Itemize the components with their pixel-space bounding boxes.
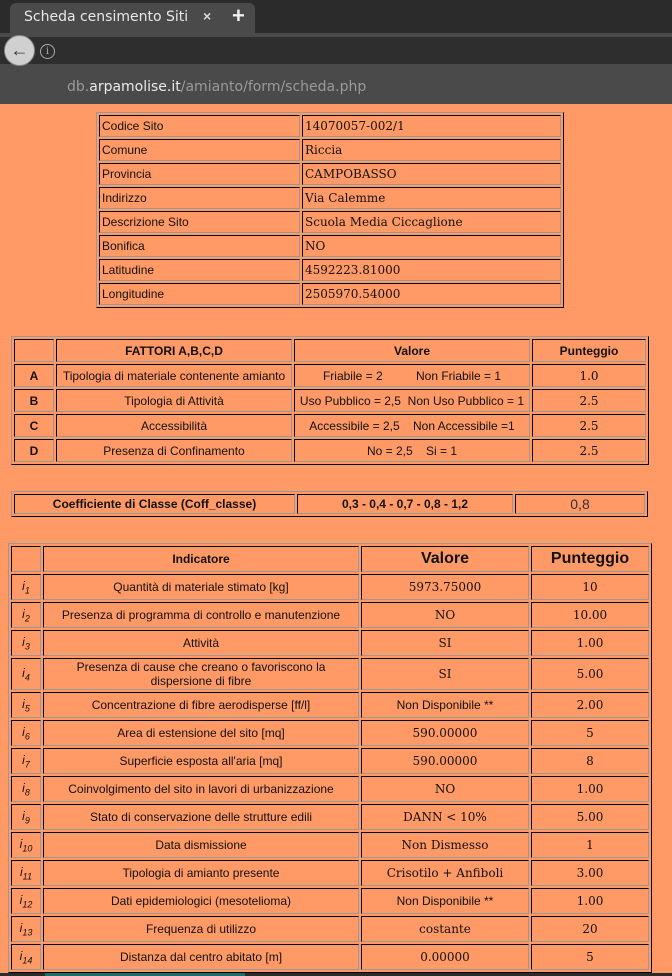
- indicator-row: [11, 776, 649, 802]
- factors-header-blank: [14, 339, 54, 362]
- indicator-row: [11, 916, 649, 942]
- site-value: Via Calemme: [302, 187, 561, 209]
- indicator-index-number: 14: [22, 955, 33, 966]
- indicator-score: 5: [531, 944, 649, 970]
- site-value: Riccia: [302, 139, 561, 161]
- factor-name: Tipologia di Attività: [56, 389, 292, 412]
- factor-name: Presenza di Confinamento: [56, 439, 292, 462]
- factor-value: Uso Pubblico = 2,5 Non Uso Pubblico = 1: [294, 389, 530, 412]
- indicator-index: [11, 804, 41, 830]
- site-value: CAMPOBASSO: [302, 163, 561, 185]
- indicator-row: [11, 860, 649, 886]
- indicator-index-letter: i: [22, 665, 25, 680]
- indicator-index: [11, 832, 41, 858]
- indicator-label: Data dismissione: [43, 832, 359, 858]
- factors-table: [11, 336, 649, 465]
- indicator-index: [11, 658, 41, 690]
- tab-title: Scheda censimento Siti: [24, 9, 189, 25]
- indicator-index-number: 4: [24, 672, 30, 683]
- indicator-label: Presenza di cause che creano o favoriscono la dispersione di fibre: [43, 658, 359, 690]
- site-value: 14070057-002/1: [302, 115, 561, 137]
- factor-row: [14, 389, 646, 412]
- indicator-value: 590.00000: [361, 720, 529, 746]
- indicator-index: [11, 720, 41, 746]
- site-value: Scuola Media Ciccaglione: [302, 211, 561, 233]
- indicator-value: 0.00000: [361, 944, 529, 970]
- indicator-index-number: 3: [24, 641, 30, 652]
- indicator-value: DANN < 10%: [361, 804, 529, 830]
- url-host: arpamolise.it: [89, 79, 181, 95]
- factors-header-score: Punteggio: [532, 339, 646, 362]
- site-row: [99, 283, 561, 305]
- indicator-score: 5: [531, 720, 649, 746]
- indicator-row: [11, 602, 649, 628]
- indicator-label: Concentrazione di fibre aerodisperse [ff/l]: [43, 692, 359, 718]
- indicator-index: [11, 860, 41, 886]
- url-prefix: db.: [67, 79, 90, 95]
- indicator-index-letter: i: [19, 948, 23, 963]
- factor-name: Tipologia di materiale contenente amianto: [56, 364, 292, 387]
- site-row: [99, 211, 561, 233]
- indicator-index-number: 12: [22, 899, 33, 910]
- indicator-index-number: 8: [24, 787, 30, 798]
- site-row: [99, 187, 561, 209]
- indicator-index-number: 2: [24, 613, 30, 624]
- indicator-score: 5.00: [531, 804, 649, 830]
- browser-chrome: [0, 0, 672, 104]
- site-label: Codice Sito: [99, 115, 300, 137]
- indicator-score: 3.00: [531, 860, 649, 886]
- indicator-score: 8: [531, 748, 649, 774]
- indicator-value: Crisotilo + Anfiboli: [361, 860, 529, 886]
- indicator-row: [11, 944, 649, 970]
- indicator-label: Attività: [43, 630, 359, 656]
- indicator-score: 20: [531, 916, 649, 942]
- factors-header-value: Valore: [294, 339, 530, 362]
- factor-score: 2.5: [532, 389, 646, 412]
- indicators-header-row: [11, 546, 649, 572]
- indicator-index-letter: i: [22, 578, 25, 593]
- indicator-index-number: 10: [22, 843, 33, 854]
- indicator-score: 10: [531, 574, 649, 600]
- factors-header-factor: FATTORI A,B,C,D: [56, 339, 292, 362]
- indicator-value: Non Disponibile **: [361, 692, 529, 718]
- indicator-label: Frequenza di utilizzo: [43, 916, 359, 942]
- factor-key: D: [14, 439, 54, 462]
- indicators-header-value: Valore: [361, 546, 529, 572]
- url-text[interactable]: [67, 79, 366, 95]
- indicator-label: Coinvolgimento del sito in lavori di urbanizzazione: [43, 776, 359, 802]
- indicator-index-number: 9: [24, 815, 30, 826]
- site-row: [99, 235, 561, 257]
- factor-value: Friabile = 2 Non Friabile = 1: [294, 364, 530, 387]
- indicator-label: Quantità di materiale stimato [kg]: [43, 574, 359, 600]
- site-info-table: [96, 112, 564, 308]
- indicators-header-indicator: Indicatore: [43, 546, 359, 572]
- indicator-index-letter: i: [22, 606, 25, 621]
- indicator-index-letter: i: [22, 696, 25, 711]
- indicator-score: 1.00: [531, 630, 649, 656]
- indicator-value: Non Disponibile **: [361, 888, 529, 914]
- factors-header-row: [14, 339, 646, 362]
- indicator-label: Dati epidemiologici (mesotelioma): [43, 888, 359, 914]
- indicator-value: NO: [361, 776, 529, 802]
- indicator-score: 1.00: [531, 888, 649, 914]
- indicator-index-letter: i: [19, 920, 23, 935]
- site-value: NO: [302, 235, 561, 257]
- indicator-index: [11, 776, 41, 802]
- factor-key: B: [14, 389, 54, 412]
- site-label: Provincia: [99, 163, 300, 185]
- coefficient-label: Coefficiente di Classe (Coff_classe): [14, 494, 295, 514]
- address-bar[interactable]: [0, 37, 672, 95]
- factor-value: Accessibile = 2,5 Non Accessibile =1: [294, 414, 530, 437]
- indicators-table: [8, 543, 652, 973]
- factor-name: Accessibilità: [56, 414, 292, 437]
- site-label: Longitudine: [99, 283, 300, 305]
- indicator-row: [11, 804, 649, 830]
- indicator-index-number: 11: [22, 871, 32, 882]
- indicator-index-letter: i: [22, 752, 25, 767]
- factor-row: [14, 414, 646, 437]
- site-value: 2505970.54000: [302, 283, 561, 305]
- indicator-index: [11, 944, 41, 970]
- indicator-index-letter: i: [19, 892, 23, 907]
- url-path: /amianto/form/scheda.php: [180, 79, 367, 95]
- indicator-index-number: 6: [24, 731, 30, 742]
- site-label: Comune: [99, 139, 300, 161]
- indicator-score: 1: [531, 832, 649, 858]
- factor-key: A: [14, 364, 54, 387]
- indicator-index: [11, 916, 41, 942]
- factor-value: No = 2,5 Si = 1: [294, 439, 530, 462]
- indicator-value: NO: [361, 602, 529, 628]
- factor-score: 2.5: [532, 414, 646, 437]
- back-arrow-icon[interactable]: ←: [4, 35, 35, 66]
- factor-score: 1.0: [532, 364, 646, 387]
- indicator-row: [11, 888, 649, 914]
- coefficient-range: 0,3 - 0,4 - 0,7 - 0,8 - 1,2: [297, 494, 513, 514]
- indicator-index-letter: i: [19, 864, 23, 879]
- site-label: Descrizione Sito: [99, 211, 300, 233]
- factor-score: 2.5: [532, 439, 646, 462]
- indicator-value: 590.00000: [361, 748, 529, 774]
- tab-strip: [0, 0, 672, 33]
- indicator-label: Area di estensione del sito [mq]: [43, 720, 359, 746]
- indicator-index: [11, 574, 41, 600]
- indicator-index: [11, 602, 41, 628]
- indicator-index-letter: i: [22, 634, 25, 649]
- indicator-index: [11, 888, 41, 914]
- site-value: 4592223.81000: [302, 259, 561, 281]
- indicator-row: [11, 658, 649, 690]
- indicator-index-number: 13: [22, 927, 33, 938]
- site-row: [99, 163, 561, 185]
- indicator-score: 1.00: [531, 776, 649, 802]
- indicator-row: [11, 692, 649, 718]
- indicator-index-letter: i: [22, 808, 25, 823]
- indicator-value: SI: [361, 658, 529, 690]
- indicator-row: [11, 630, 649, 656]
- indicator-value: Non Dismesso: [361, 832, 529, 858]
- indicator-row: [11, 748, 649, 774]
- site-label: Latitudine: [99, 259, 300, 281]
- indicator-index-number: 7: [24, 759, 30, 770]
- indicator-index-letter: i: [19, 836, 23, 851]
- indicators-header-score: Punteggio: [531, 546, 649, 572]
- indicator-value: SI: [361, 630, 529, 656]
- indicator-row: [11, 574, 649, 600]
- indicator-index: [11, 692, 41, 718]
- indicator-score: 2.00: [531, 692, 649, 718]
- new-tab-icon[interactable]: +: [232, 3, 245, 28]
- indicator-value: 5973.75000: [361, 574, 529, 600]
- site-row: [99, 115, 561, 137]
- tab-active[interactable]: [10, 3, 255, 33]
- indicator-label: Superficie esposta all'aria [mq]: [43, 748, 359, 774]
- indicator-index: [11, 630, 41, 656]
- indicator-index: [11, 748, 41, 774]
- indicator-score: 5.00: [531, 658, 649, 690]
- coefficient-row: [14, 494, 645, 514]
- info-icon[interactable]: i: [40, 44, 55, 59]
- indicators-header-blank: [11, 546, 41, 572]
- indicator-index-number: 5: [24, 703, 30, 714]
- coefficient-table: [11, 491, 648, 517]
- site-row: [99, 259, 561, 281]
- indicator-score: 10.00: [531, 602, 649, 628]
- close-tab-icon[interactable]: ×: [203, 8, 212, 24]
- indicator-label: Distanza dal centro abitato [m]: [43, 944, 359, 970]
- coefficient-value: 0,8: [515, 494, 645, 514]
- indicator-label: Stato di conservazione delle strutture edili: [43, 804, 359, 830]
- indicator-label: Tipologia di amianto presente: [43, 860, 359, 886]
- indicator-row: [11, 832, 649, 858]
- indicator-index-letter: i: [22, 780, 25, 795]
- site-label: Bonifica: [99, 235, 300, 257]
- indicator-label: Presenza di programma di controllo e manutenzione: [43, 602, 359, 628]
- indicator-row: [11, 720, 649, 746]
- indicator-index-letter: i: [22, 724, 25, 739]
- indicator-value: costante: [361, 916, 529, 942]
- indicator-index-number: 1: [24, 585, 30, 596]
- factor-row: [14, 364, 646, 387]
- site-row: [99, 139, 561, 161]
- factor-key: C: [14, 414, 54, 437]
- factor-row: [14, 439, 646, 462]
- site-label: Indirizzo: [99, 187, 300, 209]
